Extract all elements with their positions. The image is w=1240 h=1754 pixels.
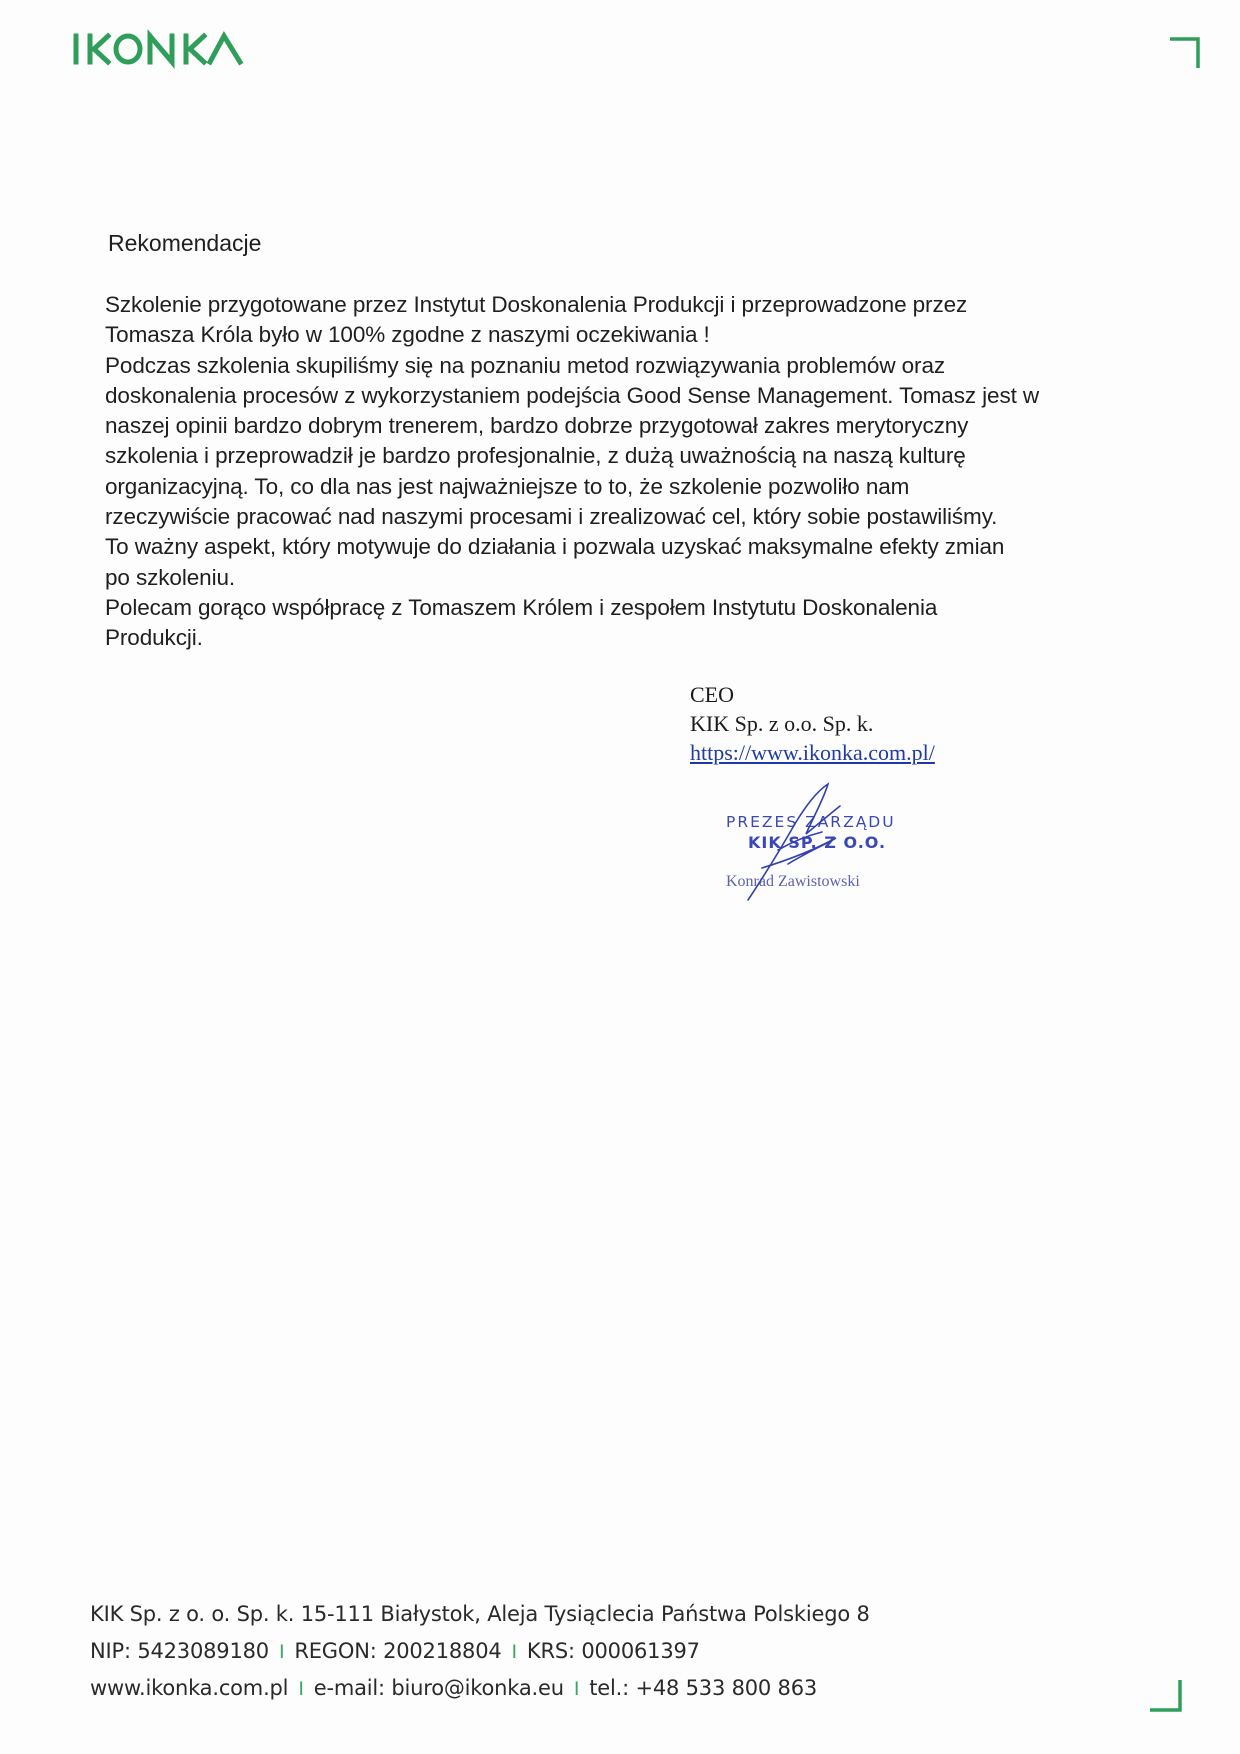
company-logo <box>72 26 262 74</box>
company-stamp <box>718 780 948 910</box>
ikonka-logo-graphic <box>72 26 262 74</box>
footer-separator: I <box>511 1640 517 1663</box>
company-website-link[interactable]: https://www.ikonka.com.pl/ <box>690 740 935 765</box>
footer-nip: NIP: 5423089180 <box>90 1638 269 1663</box>
signer-company: KIK Sp. z o.o. Sp. k. <box>690 711 874 736</box>
signature-block <box>690 680 935 767</box>
footer-separator: I <box>573 1678 580 1700</box>
stamp-company: KIK SP. Z O.O. <box>748 833 887 852</box>
footer-email[interactable]: e-mail: biuro@ikonka.eu <box>313 1676 564 1700</box>
footer-phone[interactable]: tel.: +48 533 800 863 <box>589 1676 818 1700</box>
signer-role: CEO <box>690 682 734 707</box>
footer-regon: REGON: 200218804 <box>294 1638 502 1663</box>
corner-mark-bottom-right <box>1148 1678 1184 1719</box>
footer-registration <box>90 1633 870 1671</box>
page-footer <box>90 1596 870 1708</box>
footer-separator: I <box>298 1678 304 1700</box>
stamp-title: PREZES ZARZĄDU <box>726 813 896 831</box>
letter-heading: Rekomendacje <box>108 230 262 256</box>
footer-separator: I <box>278 1640 285 1663</box>
letter-paragraph: Szkolenie przygotowane przez Instytut Doskonalenia Produkcji i przeprowadzone przez Tomasza Króla było w 100% zgodne z naszymi oczekiwania ! Podczas szkolenia skupiliśmy się na poznaniu metod rozwiązywania problemów oraz doskonalenia procesów z wykorzystaniem podejścia Good Sense Management. Tomasz jest w naszej opinii bardzo dobrym trenerem, bardzo dobrze przygotował zakres merytoryczny szkolenia i przeprowadził je bardzo profesjonalnie, z dużą uważnością na naszą kulturę organizacyjną. To, co dla nas jest najważniejsze to to, że szkolenie pozwoliło nam rzeczywiście pracować nad naszymi procesami i zrealizować cel, który sobie postawiliśmy. To ważny aspekt, który motywuje do działania i pozwala uzyskać maksymalne efekty zmian po szkoleniu. Polecam gorąco współpracę z Tomaszem Królem i zespołem Instytutu Doskonalenia Produkcji. <box>105 292 1040 651</box>
letter-body <box>105 290 1145 654</box>
footer-krs: KRS: 000061397 <box>526 1638 700 1663</box>
footer-website[interactable]: www.ikonka.com.pl <box>90 1676 289 1700</box>
stamp-name: Konrad Zawistowski <box>726 873 860 890</box>
footer-contact <box>90 1670 870 1708</box>
corner-mark-top-right <box>1168 36 1202 75</box>
footer-address: KIK Sp. z o. o. Sp. k. 15-111 Białystok, Aleja Tysiąclecia Państwa Polskiego 8 <box>90 1602 870 1626</box>
